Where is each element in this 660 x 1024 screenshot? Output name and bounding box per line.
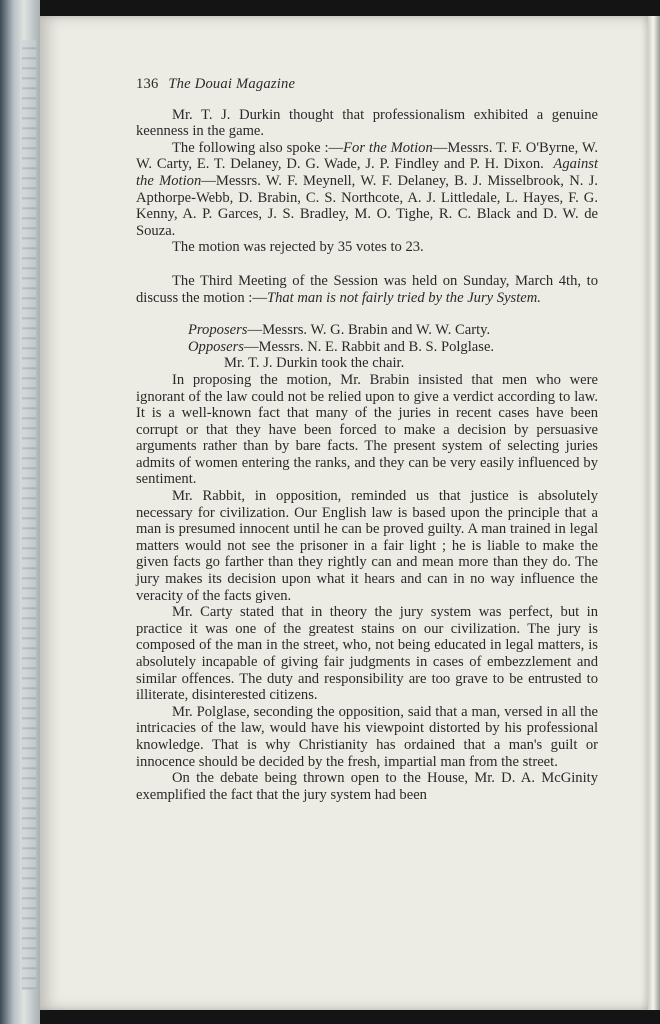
third-meeting-lead: The Third Meeting of the Session was held on Sunday, March 4th, to discuss the motion :— <box>136 272 598 306</box>
opposers-label: Opposers <box>188 338 244 355</box>
paragraph-mcginity: On the debate being thrown open to the House, Mr. D. A. McGinity exemplified the fact that the jury system had been <box>136 770 598 803</box>
paragraph-carty: Mr. Carty stated that in theory the jury system was perfect, but in practice it was one of the greatest stains on our civilization. The jury is composed of the man in the street, who, not being educated in legal matters, is absolutely incapable of giving fair judgments in cases of embezzlement and similar offences. The duty and responsibility are too grave to be entrusted to illiterate, disinterested citizens. <box>136 604 598 704</box>
opposers-line <box>136 339 598 356</box>
paragraph-vote-result: The motion was rejected by 35 votes to 23. <box>172 239 424 256</box>
magazine-title: The Douai Magazine <box>168 76 296 92</box>
speakers-lead: The following also spoke :— <box>172 139 344 156</box>
page-stack-edge <box>22 40 36 990</box>
proposers-line <box>136 322 598 339</box>
for-motion-label: For the Motion <box>343 139 433 156</box>
paragraph-speakers <box>136 140 598 240</box>
paragraph-rabbit: Mr. Rabbit, in opposition, reminded us that justice is absolutely necessary for civilization. Our English law is based upon the principle that a man is presumed innocent until he can be proved guilty. A man trained in legal matters would not see the prisoner in a fair light ; he is liable to make the given facts go farther than they rightly can and mean more than they do. The jury makes its decision upon what it hears and can in no way influence the veracity of the facts given. <box>136 488 598 604</box>
against-motion-label: Against the Motion <box>136 156 598 189</box>
chair-line: Mr. T. J. Durkin took the chair. <box>224 355 405 372</box>
page-right-edge <box>648 16 660 1010</box>
paragraph-brabin: In proposing the motion, Mr. Brabin insisted that men who were ignorant of the law could not be relied upon to give a verdict according to law. It is a well-known fact that many of the juries in recent cases have been corrupt or that they have been forced to make a decision by persuasive arguments rather than by bare facts. The present system of selecting juries admits of women entering the ranks, and they can be very easily influenced by sentiment. <box>136 371 598 488</box>
proposers-label: Proposers <box>188 322 248 339</box>
paragraph-third-meeting <box>136 273 598 306</box>
page-number: 136 <box>136 76 159 92</box>
against-motion-names: —Messrs. W. F. Meynell, W. F. Delaney, B. J. Misselbrook, N. J. Apthorpe-Webb, D. Brabin, C. S. Northcote, A. J. Littledale, L. Hayes, F. G. Kenny, A. P. Garces, J. S. Bradley, M. O. Tighe, R. C. Black and D. W. de Souza. <box>136 172 598 239</box>
proposers-names: —Messrs. W. G. Brabin and W. W. Carty. <box>247 322 491 339</box>
paragraph-durkin: Mr. T. J. Durkin thought that professionalism exhibited a genuine keenness in the game. <box>136 106 598 140</box>
running-head <box>136 76 598 93</box>
page-content <box>136 76 598 803</box>
motion-text: That man is not fairly tried by the Jury System. <box>266 289 541 306</box>
for-motion-names: —Messrs. T. F. O'Byrne, W. W. Carty, E. T. Delaney, D. G. Wade, J. P. Findley and P. H. Dixon. <box>136 139 598 173</box>
paragraph-polglase: Mr. Polglase, seconding the opposition, said that a man, versed in all the intricacies of the law, would have his viewpoint distorted by his professional knowledge. That is why Christianity has ordained that a man's guilt or innocence should be decided by the fresh, impartial man from the street. <box>136 703 598 770</box>
opposers-names: —Messrs. N. E. Rabbit and B. S. Polglase. <box>243 338 495 355</box>
